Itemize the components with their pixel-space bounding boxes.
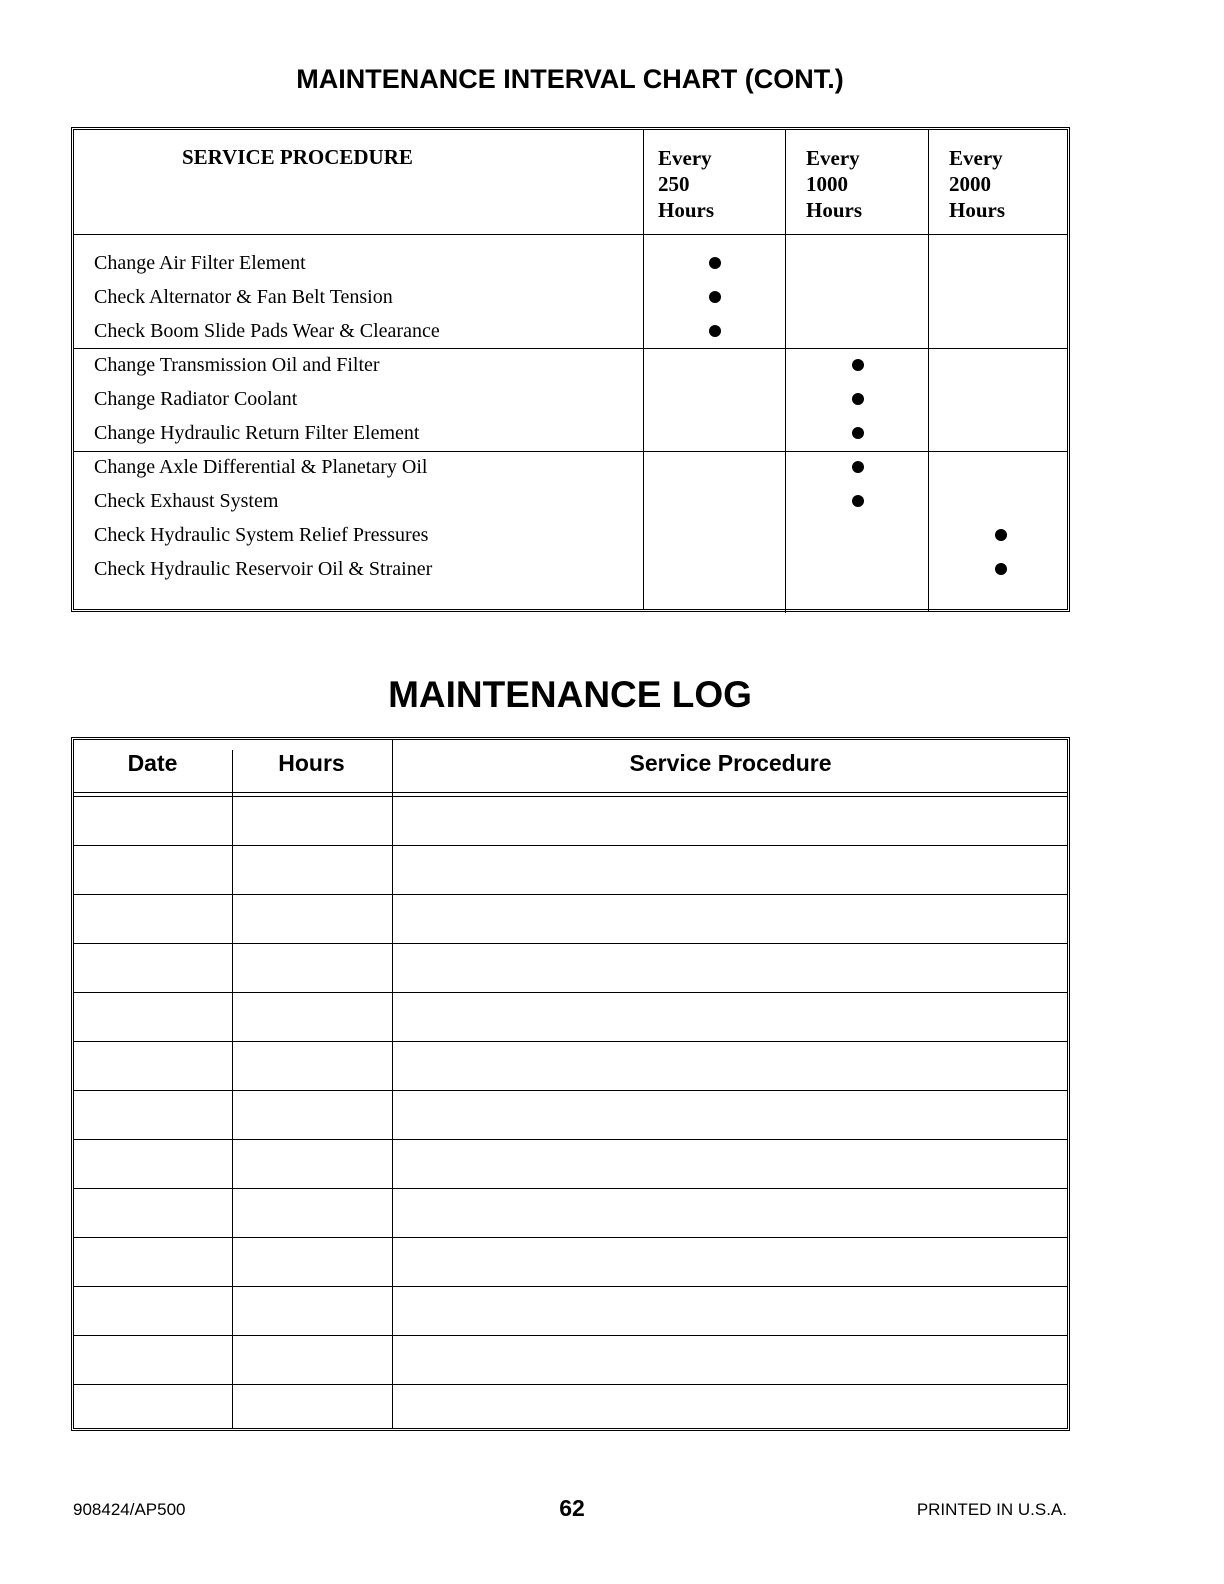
log-cell-service-procedure[interactable] [392, 1042, 1067, 1090]
log-cell-service-procedure[interactable] [392, 895, 1067, 943]
log-cell-service-procedure[interactable] [392, 993, 1067, 1041]
header-every-250-hours: Every 250 Hours [658, 146, 715, 222]
interval-bullet-icon [852, 359, 864, 371]
service-procedure-item: Change Radiator Coolant [94, 388, 298, 410]
log-cell-hours[interactable] [232, 1287, 392, 1335]
log-cell-date[interactable] [74, 1091, 232, 1139]
log-row [74, 1189, 1067, 1238]
log-cell-hours[interactable] [232, 1042, 392, 1090]
log-row [74, 1140, 1067, 1189]
log-cell-date[interactable] [74, 895, 232, 943]
log-cell-date[interactable] [74, 846, 232, 894]
log-row [74, 1042, 1067, 1091]
maintenance-log-title: MAINTENANCE LOG [388, 674, 752, 715]
log-header-service-procedure: Service Procedure [629, 750, 832, 776]
column-divider [928, 130, 929, 612]
log-cell-hours[interactable] [232, 1091, 392, 1139]
log-cell-hours[interactable] [232, 797, 392, 845]
interval-bullet-icon [995, 563, 1007, 575]
service-procedure-item: Change Transmission Oil and Filter [94, 354, 380, 376]
group-divider [74, 348, 1067, 349]
column-divider [785, 130, 786, 613]
maintenance-log-table [71, 737, 1070, 1431]
log-cell-service-procedure[interactable] [392, 1238, 1067, 1286]
log-cell-date[interactable] [74, 797, 232, 845]
log-cell-hours[interactable] [232, 1336, 392, 1384]
log-cell-hours[interactable] [232, 895, 392, 943]
interval-bullet-icon [852, 393, 864, 405]
maintenance-interval-chart [71, 127, 1070, 612]
log-cell-date[interactable] [74, 1385, 232, 1434]
log-cell-service-procedure[interactable] [392, 944, 1067, 992]
log-row [74, 797, 1067, 846]
log-row [74, 1385, 1067, 1434]
log-cell-service-procedure[interactable] [392, 1287, 1067, 1335]
log-cell-service-procedure[interactable] [392, 1385, 1067, 1434]
interval-bullet-icon [709, 291, 721, 303]
interval-bullet-icon [995, 529, 1007, 541]
log-header-hours: Hours [278, 750, 345, 776]
log-cell-hours[interactable] [232, 1385, 392, 1434]
header-service-procedure: SERVICE PROCEDURE [182, 145, 413, 169]
log-header-date: Date [127, 750, 178, 776]
interval-bullet-icon [709, 257, 721, 269]
log-row [74, 895, 1067, 944]
log-cell-date[interactable] [74, 1238, 232, 1286]
header-divider [74, 234, 1067, 235]
log-cell-hours[interactable] [232, 993, 392, 1041]
log-row [74, 1287, 1067, 1336]
log-cell-date[interactable] [74, 1140, 232, 1188]
interval-bullet-icon [852, 461, 864, 473]
log-cell-hours[interactable] [232, 846, 392, 894]
log-row [74, 944, 1067, 993]
group-divider [74, 451, 1067, 452]
log-cell-date[interactable] [74, 993, 232, 1041]
header-every-2000-hours: Every 2000 Hours [949, 146, 1006, 222]
printed-in-usa: PRINTED IN U.S.A. [916, 1500, 1067, 1519]
log-cell-hours[interactable] [232, 1140, 392, 1188]
log-cell-service-procedure[interactable] [392, 1140, 1067, 1188]
service-procedure-item: Check Hydraulic Reservoir Oil & Strainer [94, 558, 433, 580]
service-procedure-item: Check Exhaust System [94, 490, 279, 512]
interval-bullet-icon [852, 495, 864, 507]
log-cell-hours[interactable] [232, 1189, 392, 1237]
log-row [74, 993, 1067, 1042]
log-cell-service-procedure[interactable] [392, 797, 1067, 845]
document-number: 908424/AP500 [73, 1500, 186, 1519]
service-procedure-item: Change Axle Differential & Planetary Oil [94, 456, 428, 478]
interval-bullet-icon [709, 325, 721, 337]
log-cell-date[interactable] [74, 1287, 232, 1335]
service-procedure-item: Check Alternator & Fan Belt Tension [94, 286, 393, 308]
log-cell-service-procedure[interactable] [392, 846, 1067, 894]
page-number: 62 [559, 1495, 585, 1521]
interval-bullet-icon [852, 427, 864, 439]
log-row [74, 1238, 1067, 1287]
service-procedure-item: Change Hydraulic Return Filter Element [94, 422, 420, 444]
service-procedure-item: Change Air Filter Element [94, 252, 306, 274]
log-cell-date[interactable] [74, 1189, 232, 1237]
log-cell-service-procedure[interactable] [392, 1091, 1067, 1139]
service-procedure-item: Check Hydraulic System Relief Pressures [94, 524, 429, 546]
log-cell-hours[interactable] [232, 1238, 392, 1286]
log-cell-date[interactable] [74, 1336, 232, 1384]
log-row [74, 1336, 1067, 1385]
column-divider [643, 130, 644, 609]
log-cell-hours[interactable] [232, 944, 392, 992]
header-every-1000-hours: Every 1000 Hours [806, 146, 863, 222]
log-row [74, 1091, 1067, 1140]
service-procedure-item: Check Boom Slide Pads Wear & Clearance [94, 320, 440, 342]
log-cell-service-procedure[interactable] [392, 1336, 1067, 1384]
interval-chart-title: MAINTENANCE INTERVAL CHART (CONT.) [296, 64, 844, 94]
log-row [74, 846, 1067, 895]
log-cell-date[interactable] [74, 944, 232, 992]
log-cell-service-procedure[interactable] [392, 1189, 1067, 1237]
log-cell-date[interactable] [74, 1042, 232, 1090]
